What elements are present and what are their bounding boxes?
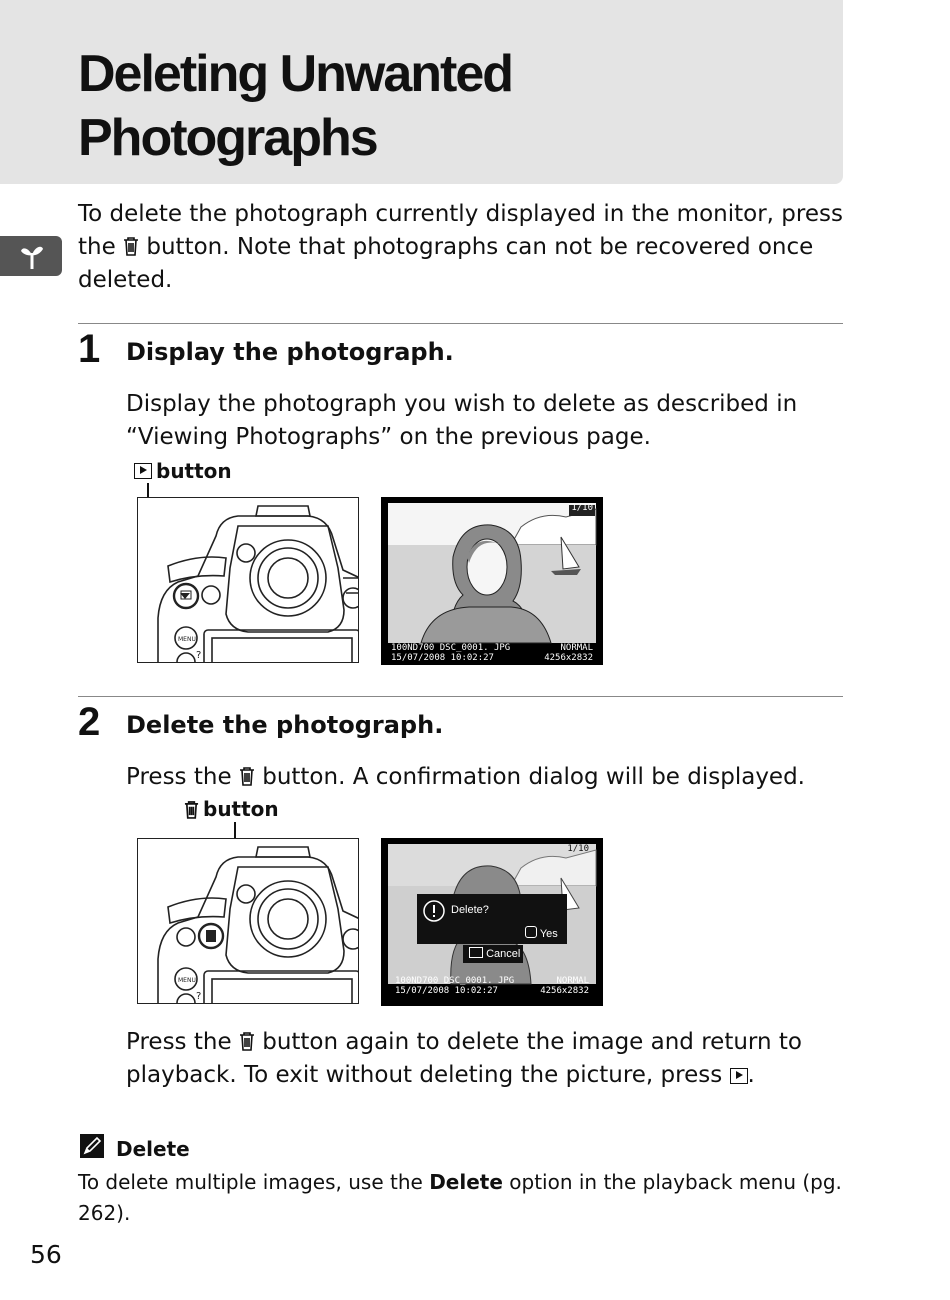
photo-playback-image (381, 497, 603, 665)
screen1-size: 4256x2832 (544, 653, 593, 663)
step2-title: Delete the photograph. (126, 711, 444, 739)
monitor-screen-2 (381, 838, 603, 1006)
step2-callout (184, 797, 279, 821)
step2-after-2: button again to delete the image and return to playback. To exit without deleting the picture, press (126, 1029, 802, 1088)
playback-section-tab (0, 236, 62, 276)
step1-body: Display the photograph you wish to delete as described in “Viewing Photographs” on the previous page. (126, 391, 798, 450)
screen2-size: 4256x2832 (540, 986, 589, 996)
dialog-yes-label: Yes (539, 928, 558, 940)
monitor-screen-1 (381, 497, 603, 665)
dialog-cancel-label: Cancel (486, 948, 521, 960)
intro-paragraph (78, 198, 848, 297)
note-title: Delete (116, 1137, 190, 1161)
step2-body-1: Press the (126, 764, 232, 790)
screen2-line1: 100ND700 DSC_0001. JPG (395, 976, 515, 986)
frame-counter: 1/10 (571, 503, 593, 513)
play-button-icon (134, 463, 152, 479)
playback-tab-icon (20, 243, 44, 269)
step1-callout-label: button (156, 459, 232, 483)
note-text-1: To delete multiple images, use the (78, 1170, 423, 1194)
step2-callout-label: button (203, 797, 279, 821)
screen1-info-left (391, 643, 510, 663)
trash-icon (239, 1031, 255, 1051)
step2-after-3: . (747, 1062, 755, 1088)
page-number: 56 (30, 1240, 62, 1269)
screen2-info-left (395, 976, 514, 996)
screen2-info-right (540, 976, 589, 996)
step2-body-2: button. A confirmation dialog will be displayed. (262, 764, 805, 790)
note-text-bold: Delete (429, 1170, 503, 1194)
screen1-line1: 100ND700 DSC_0001. JPG (391, 643, 511, 653)
page-title (78, 42, 512, 170)
intro-text-2: button. Note that photographs can not be recovered once deleted. (78, 234, 814, 293)
step1-divider (78, 323, 843, 324)
play-button-icon (469, 947, 483, 958)
step2-body (126, 761, 846, 794)
trash-icon (239, 766, 255, 786)
step2-number: 2 (78, 700, 101, 744)
camera-back-drawing (138, 839, 359, 1004)
step1-title: Display the photograph. (126, 338, 454, 366)
step2-divider (78, 696, 843, 697)
step2-after-1: Press the (126, 1029, 232, 1055)
trash-icon (525, 926, 537, 938)
frame-counter: 1/10 (567, 844, 589, 854)
dialog-title: Delete? (451, 904, 489, 916)
note-text-2: option in the playback menu (pg. 262). (78, 1170, 842, 1225)
svg-text:MENU: MENU (178, 977, 196, 984)
screen1-line2: 15/07/2008 10:02:27 (391, 653, 494, 663)
trash-icon (123, 236, 139, 256)
dialog-cancel-option (469, 947, 520, 960)
step1-callout (134, 459, 232, 483)
dialog-yes-option (525, 926, 558, 940)
step1-number: 1 (78, 327, 101, 371)
screen2-line2: 15/07/2008 10:02:27 (395, 986, 498, 996)
screen1-quality: NORMAL (560, 643, 593, 653)
svg-text:?: ? (196, 650, 202, 661)
camera-back-illustration-2 (137, 838, 359, 1004)
svg-text:MENU: MENU (178, 636, 196, 643)
camera-back-drawing (138, 498, 359, 663)
intro-text-1: To delete the photograph currently displayed in the monitor, press the (78, 201, 843, 260)
page-title-line2: Photographs (78, 109, 377, 167)
camera-back-illustration-1 (137, 497, 359, 663)
note-pencil-icon (80, 1134, 104, 1158)
step2-after-text (126, 1026, 846, 1092)
page-title-line1: Deleting Unwanted (78, 45, 513, 103)
screen1-info-right (544, 643, 593, 663)
note-text (78, 1167, 848, 1229)
screen2-quality: NORMAL (556, 976, 589, 986)
svg-text:?: ? (196, 991, 202, 1002)
play-button-icon (730, 1068, 748, 1084)
trash-icon (184, 800, 199, 819)
